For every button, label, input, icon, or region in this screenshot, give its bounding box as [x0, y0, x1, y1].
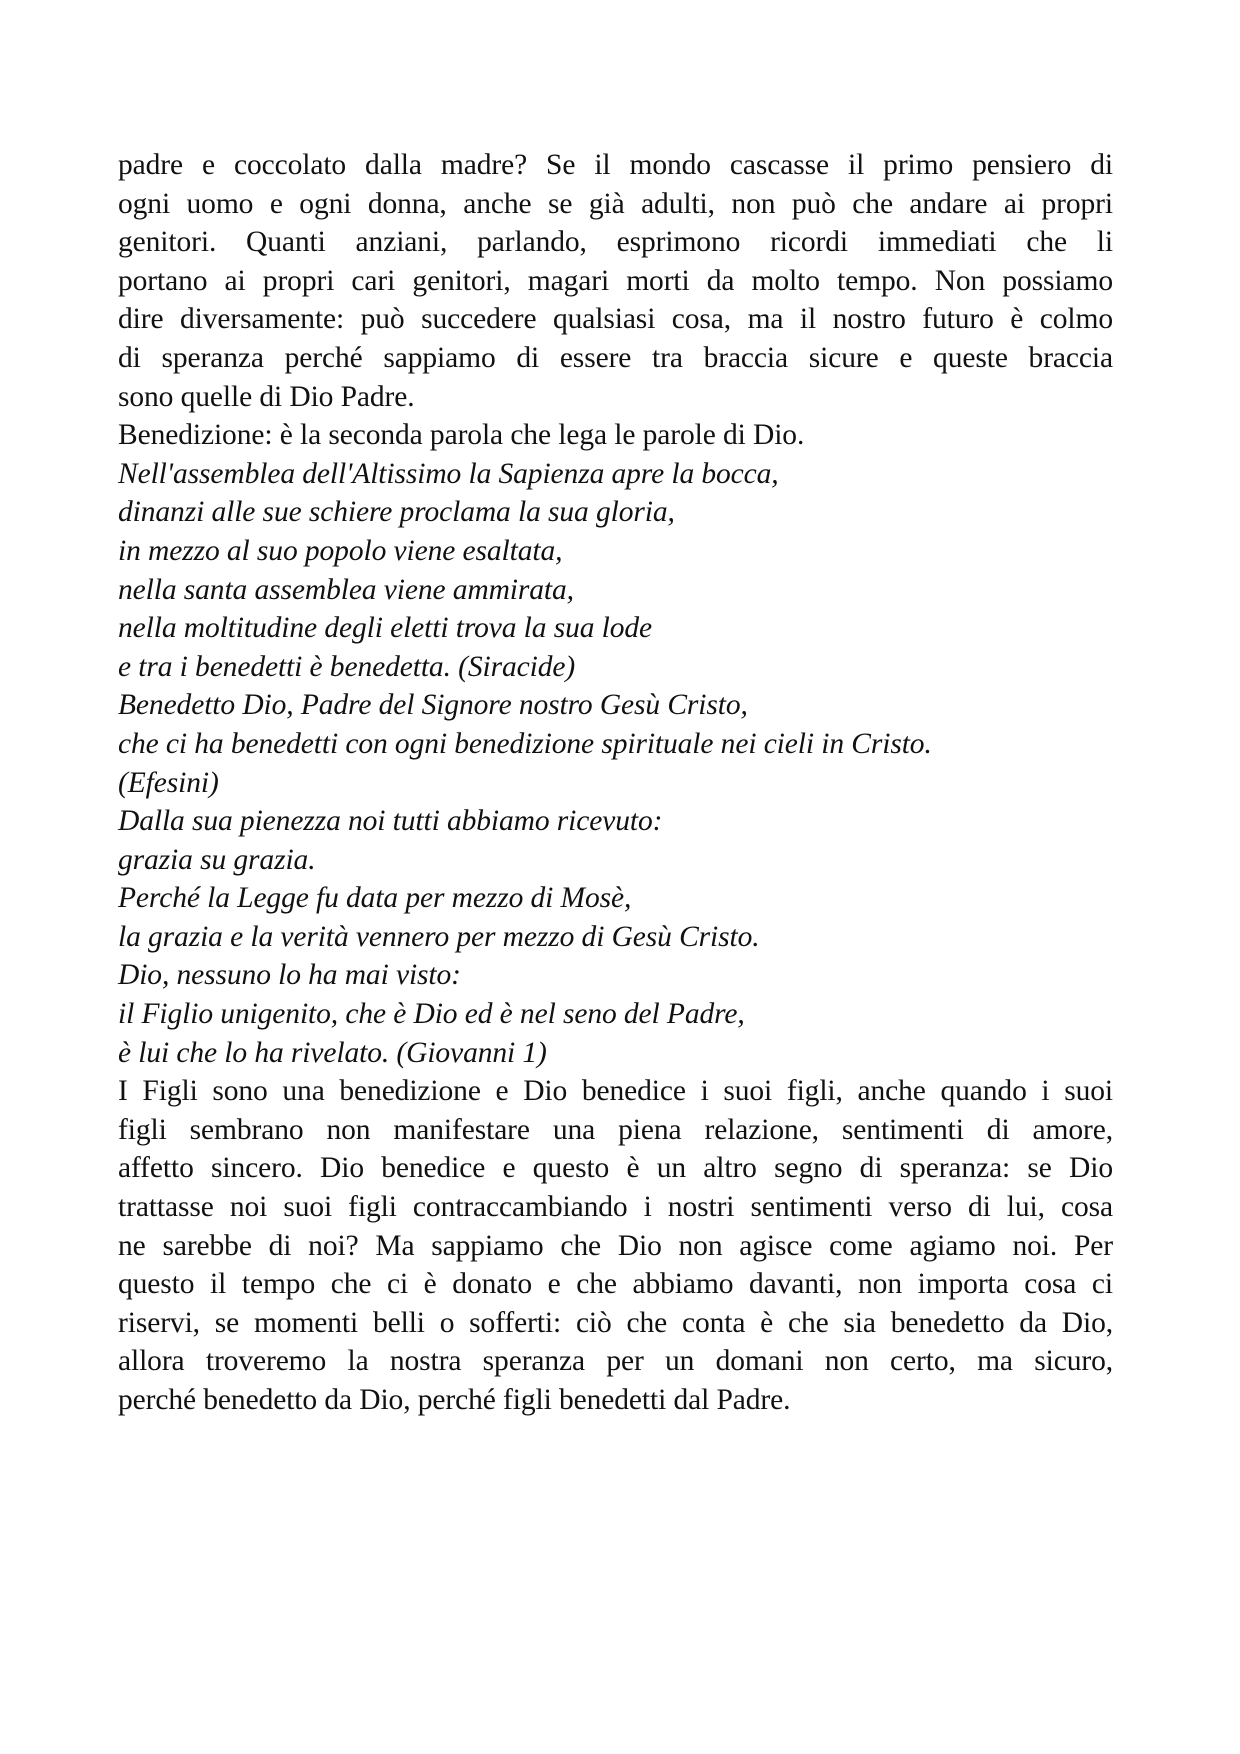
- text-line: genitori. Quanti anziani, parlando, esprimono ricordi immediati che li: [118, 226, 1113, 259]
- text-line: ne sarebbe di noi? Ma sappiamo che Dio non agisce come agiamo noi. Per: [118, 1229, 1113, 1262]
- quote-line: che ci ha benedetti con ogni benedizione spirituale nei cieli in Cristo.: [118, 727, 932, 760]
- text-line: Benedizione: è la seconda parola che lega le parole di Dio.: [118, 419, 805, 452]
- text-line: ogni uomo e ogni donna, anche se già adulti, non può che andare ai propri: [118, 187, 1113, 220]
- quote-line: il Figlio unigenito, che è Dio ed è nel seno del Padre,: [118, 998, 745, 1031]
- text-line: dire diversamente: può succedere qualsiasi cosa, ma il nostro futuro è colmo: [118, 303, 1113, 336]
- text-line: di speranza perché sappiamo di essere tra braccia sicure e queste braccia: [118, 341, 1113, 374]
- text-line: trattasse noi suoi figli contraccambiando i nostri sentimenti verso di lui, cosa: [118, 1191, 1113, 1224]
- quote-siracide: [118, 455, 1113, 687]
- text-line: affetto sincero. Dio benedice e questo è un altro segno di speranza: se Dio: [118, 1152, 1113, 1185]
- quote-line: dinanzi alle sue schiere proclama la sua gloria,: [118, 496, 675, 529]
- quote-line: in mezzo al suo popolo viene esaltata,: [118, 534, 563, 567]
- quote-efesini: [118, 686, 1113, 802]
- paragraph-intro: [118, 146, 1113, 416]
- quote-line: Dio, nessuno lo ha mai visto:: [118, 959, 461, 992]
- quote-line: nella santa assemblea viene ammirata,: [118, 573, 574, 606]
- quote-line: Dalla sua pienezza noi tutti abbiamo ricevuto:: [118, 805, 663, 838]
- text-line: sono quelle di Dio Padre.: [118, 380, 415, 413]
- quote-line: (Efesini): [118, 766, 219, 799]
- quote-line: nella moltitudine degli eletti trova la sua lode: [118, 612, 653, 645]
- quote-line: Benedetto Dio, Padre del Signore nostro Gesù Cristo,: [118, 689, 748, 722]
- text-line: allora troveremo la nostra speranza per un domani non certo, ma sicuro,: [118, 1345, 1113, 1378]
- text-line: I Figli sono una benedizione e Dio benedice i suoi figli, anche quando i suoi: [118, 1075, 1113, 1108]
- quote-line: grazia su grazia.: [118, 843, 316, 876]
- paragraph-benedizione: [118, 416, 1113, 455]
- quote-line: Nell'assemblea dell'Altissimo la Sapienza apre la bocca,: [118, 457, 779, 490]
- paragraph-figli: [118, 1072, 1113, 1419]
- text-line: riservi, se momenti belli o sofferti: ciò che conta è che sia benedetto da Dio,: [118, 1306, 1113, 1339]
- quote-line: Perché la Legge fu data per mezzo di Mosè,: [118, 882, 632, 915]
- text-line: perché benedetto da Dio, perché figli benedetti dal Padre.: [118, 1384, 791, 1416]
- quote-line: la grazia e la verità vennero per mezzo di Gesù Cristo.: [118, 920, 760, 953]
- document-page: [118, 146, 1113, 1420]
- text-line: padre e coccolato dalla madre? Se il mondo cascasse il primo pensiero di: [118, 149, 1113, 181]
- text-line: portano ai propri cari genitori, magari morti da molto tempo. Non possiamo: [118, 264, 1113, 297]
- text-line: questo il tempo che ci è donato e che abbiamo davanti, non importa cosa ci: [118, 1268, 1113, 1301]
- text-line: figli sembrano non manifestare una piena relazione, sentimenti di amore,: [118, 1113, 1113, 1146]
- quote-line: e tra i benedetti è benedetta. (Siracide): [118, 650, 576, 683]
- quote-giovanni: [118, 802, 1113, 1072]
- quote-line: è lui che lo ha rivelato. (Giovanni 1): [118, 1036, 547, 1069]
